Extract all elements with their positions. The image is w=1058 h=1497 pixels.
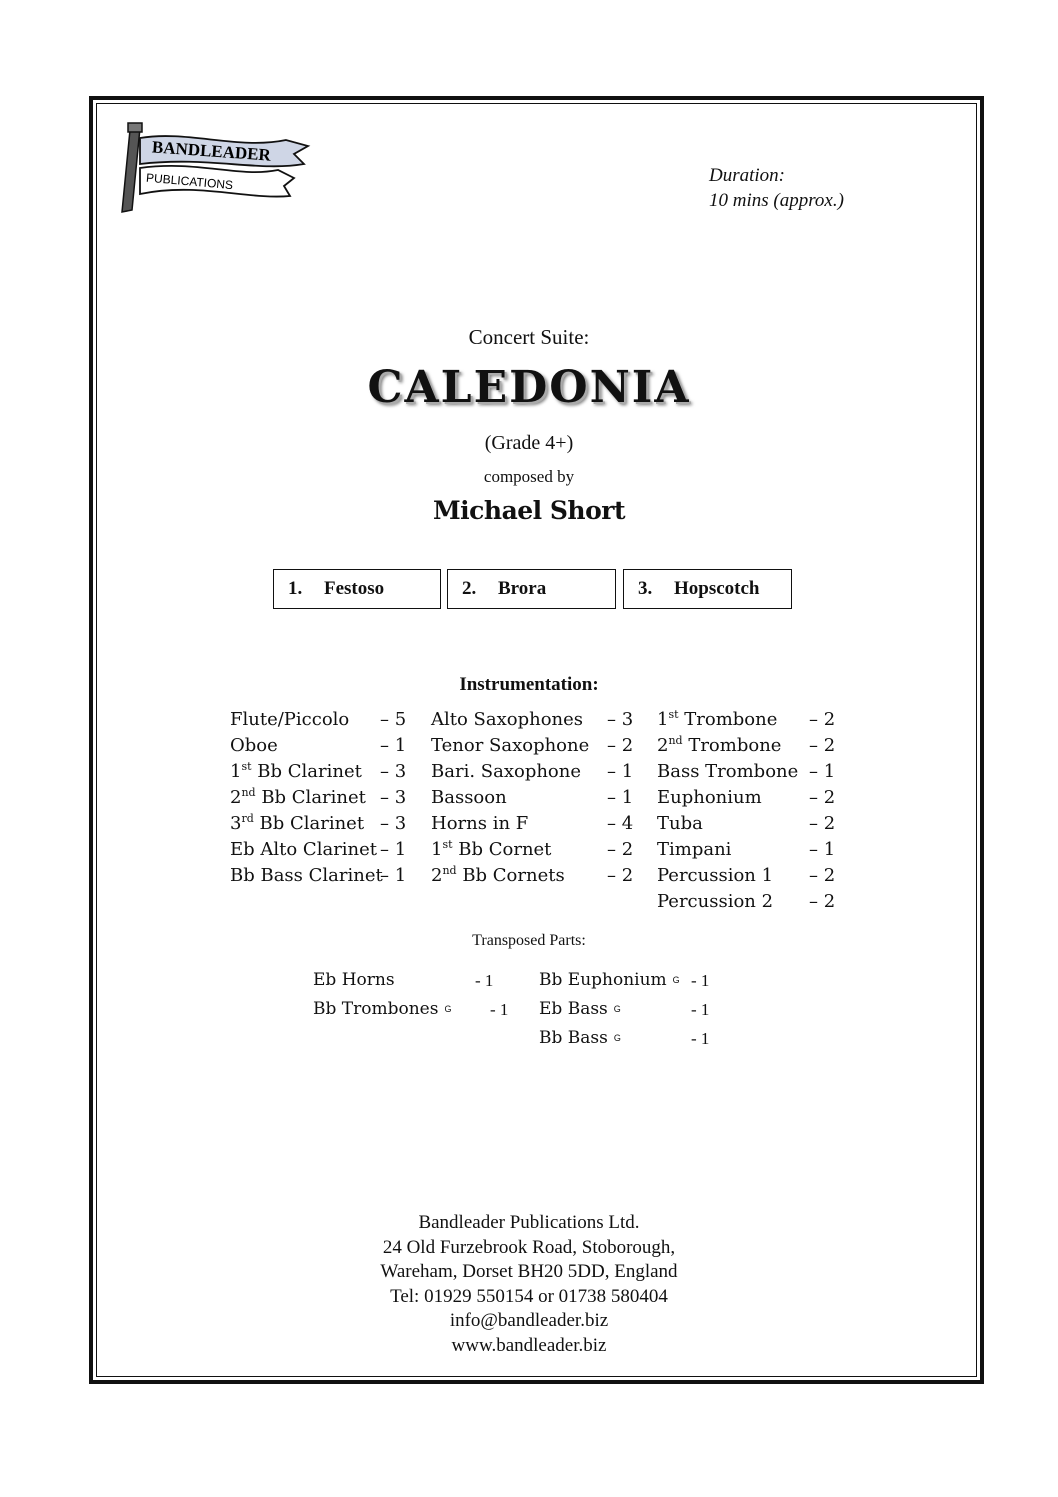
instrument-name-pre: Bassoon [431,787,507,808]
instrument-name-sup: nd [241,786,256,799]
transposed-part-count: - 1 [691,971,710,990]
transposed-part-count: - 1 [691,1029,710,1048]
instrument-name-sup: rd [241,812,254,825]
instrument-count: – 3 [380,813,407,834]
instrument-name-pre: 3 [230,813,242,834]
instrument-row [431,811,641,837]
transposed-row [539,966,729,995]
instrument-row [230,863,415,889]
instrument-name-pre: Percussion 1 [657,865,774,886]
transposed-part-name: Bb Euphonium [539,970,667,990]
publisher-block [0,1211,1058,1358]
instrument-count: – 5 [380,709,407,730]
instrument-row [431,863,641,889]
transposed-part-count: - 1 [490,1000,509,1019]
transposed-part-count: - 1 [475,971,494,990]
instrument-name-pre: 1 [657,709,669,730]
instrument-name-pre: Tuba [657,813,703,834]
instrumentation-heading: Instrumentation: [459,674,599,695]
instrument-count: – 1 [809,761,836,782]
instrument-name-pre: Bass Trombone [657,761,799,782]
instrument-name-pre: Horns in F [431,813,529,834]
duration-label: Duration: [709,165,785,186]
instrument-name-pre: Oboe [230,735,278,756]
publisher-telephone: Tel: 01929 550154 or 01738 580404 [390,1285,668,1307]
transposed-parts-heading: Transposed Parts: [472,932,586,949]
publisher-email[interactable]: info@bandleader.biz [449,1310,609,1331]
instrument-row [230,733,415,759]
instrument-name-sup: st [241,760,252,773]
transposed-row [539,1024,729,1053]
instrument-row [657,811,842,837]
transposed-part-name: Eb Bass [539,999,608,1019]
instrument-count: – 3 [380,787,407,808]
instrument-name-pre: Euphonium [657,787,762,808]
instrument-count: – 3 [380,761,407,782]
instrument-name-pre: Alto Saxophones [431,709,584,730]
instrument-name-post: Trombone [678,709,778,730]
instrument-row [657,863,842,889]
instrument-count: – 2 [607,839,634,860]
instrument-row [657,707,842,733]
instrument-count: – 4 [607,813,634,834]
instrument-count: – 2 [809,813,836,834]
instrument-name-sup: nd [668,734,683,747]
instrument-row [431,759,641,785]
instrument-count: – 1 [809,839,836,860]
instrument-name-post: Bb Cornet [452,839,552,860]
instrument-row [431,837,641,863]
instrument-count: – 1 [607,761,634,782]
instrument-row [657,733,842,759]
instrument-name-sup: st [668,708,679,721]
instrument-name-pre: 2 [230,787,242,808]
publisher-name: Bandleader Publications Ltd. [418,1212,640,1233]
instrument-name-pre: Tenor Saxophone [431,735,590,756]
instrument-name-pre: Bb Bass Clarinet [230,865,383,886]
transposed-part-name: Bb Trombones [313,999,439,1019]
instrument-name-post: Bb Cornets [456,865,565,886]
movement-number: 3. [638,578,653,599]
transposed-part-mark: G [672,975,680,985]
instrument-name-post: Bb Clarinet [253,813,365,834]
transposed-column-left [313,966,523,1024]
instrument-count: – 2 [809,865,836,886]
title: CALEDONIA [367,362,691,413]
instrument-row [657,759,842,785]
instrument-name-pre: Timpani [657,839,732,860]
instrument-count: – 2 [607,735,634,756]
transposed-part-name: Bb Bass [539,1028,608,1048]
bandleader-publications-logo [118,120,318,215]
instrument-count: – 1 [380,735,407,756]
instrument-name-pre: Eb Alto Clarinet [230,839,378,860]
transposed-part-count: - 1 [691,1000,710,1019]
instrument-row [431,785,641,811]
instrumentation-column-3 [657,707,842,915]
instrument-row [657,889,842,915]
instrument-row [657,837,842,863]
transposed-part-mark: G [613,1004,621,1014]
instrument-name-post: Bb Clarinet [255,787,366,808]
movement-box [623,569,792,609]
movement-box [447,569,616,609]
logo-text-publications: PUBLICATIONS [145,170,234,193]
instrument-name-pre: Flute/Piccolo [230,709,350,730]
transposed-row [313,966,523,995]
instrument-count: – 2 [809,709,836,730]
transposed-part-mark: G [613,1033,621,1043]
instrument-name-post: Trombone [682,735,782,756]
duration-block [709,163,844,213]
instrument-row [230,785,415,811]
transposed-row [539,995,729,1024]
movement-name: Hopscotch [674,578,760,599]
composer: Michael Short [433,496,625,525]
publisher-address-line-2: Wareham, Dorset BH20 5DD, England [380,1261,678,1282]
suite-label: Concert Suite: [468,325,590,349]
instrument-count: – 2 [607,865,634,886]
instrument-count: – 2 [809,891,836,912]
instrument-name-pre: 1 [230,761,242,782]
instrument-name-pre: Percussion 2 [657,891,774,912]
transposed-part-mark: G [444,1004,452,1014]
instrument-name-pre: Bari. Saxophone [431,761,582,782]
instrument-row [431,733,641,759]
instrument-count: – 3 [607,709,634,730]
movement-name: Festoso [324,578,385,599]
instrument-name-pre: 2 [431,865,443,886]
instrument-count: – 1 [380,839,407,860]
instrument-count: – 2 [809,735,836,756]
instrument-row [230,837,415,863]
grade: (Grade 4+) [484,432,574,454]
instrument-name-sup: nd [442,864,457,877]
movement-box [273,569,441,609]
instrument-row [657,785,842,811]
duration-value: 10 mins (approx.) [709,190,844,211]
instrument-name-pre: 1 [431,839,443,860]
instrument-row [431,707,641,733]
movement-number: 2. [462,578,477,599]
transposed-part-name: Eb Horns [313,970,395,990]
instrument-row [230,759,415,785]
transposed-row [313,995,523,1024]
movement-number: 1. [288,578,303,599]
movement-name: Brora [498,578,547,599]
instrument-name-post: Bb Clarinet [251,761,362,782]
instrumentation-column-1 [230,707,415,889]
logo-text-bandleader: BANDLEADER [151,137,272,165]
instrument-row [230,811,415,837]
instrument-row [230,707,415,733]
composed-by: composed by [483,467,575,486]
instrument-count: – 1 [607,787,634,808]
publisher-address-line-1: 24 Old Furzebrook Road, Stoborough, [382,1236,676,1258]
instrument-count: – 1 [380,865,407,886]
instrument-name-sup: st [442,838,453,851]
transposed-column-right [539,966,729,1053]
publisher-website[interactable]: www.bandleader.biz [451,1334,607,1356]
instrument-count: – 2 [809,787,836,808]
instrument-name-pre: 2 [657,735,669,756]
instrumentation-column-2 [431,707,641,889]
